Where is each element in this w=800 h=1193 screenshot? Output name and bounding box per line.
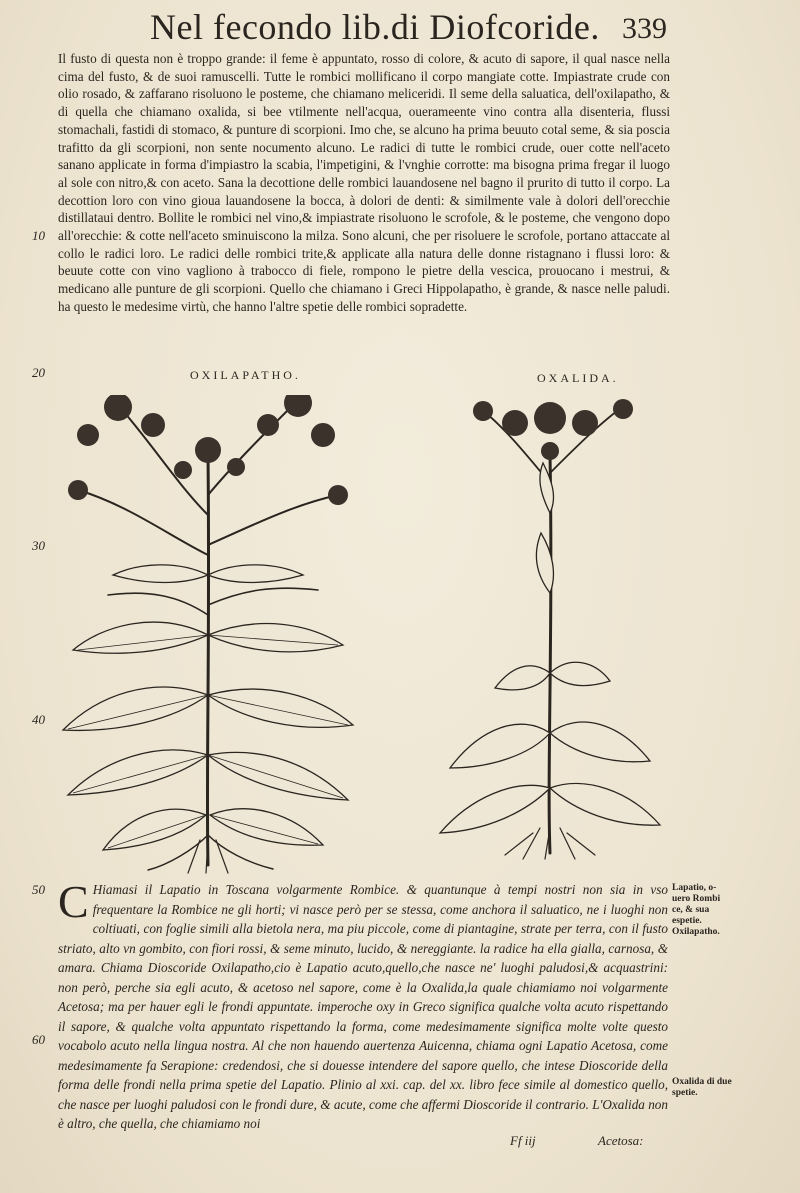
line-number-30: 30: [32, 538, 45, 553]
margin-note-oxalida: Oxalida di due spetie.: [672, 1077, 732, 1098]
line-number-40: 40: [32, 712, 45, 727]
commentary-text: Hiamasi il Lapatio in Toscana volgarmente Rombice. & quantunque à tempi nostri non sia in vso frequentare la Rombice ne gli horti; vi nasce però per se stessa, come anchora il saluatico, ne i luoghi non coltiuati, con foglie simili alla bietola nera, ma piu piccole, come di piantagine, strate per terra, con il fusto striato, alto vn gombito, con fiori rossi, & seme minuto, lucido, & nereggiante. la radice ha ella gialla, carnosa, & amara. Chiama Dioscoride Oxilapatho,cio è Lapatio acuto,quello,che nasce ne' luoghi paludosi,& acquastrini: non però, perche sia egli acuto, & acetoso nel sapore, come è la Oxalida,la quale chiamiamo noi volgarmente Acetosa; ma per hauer egli le frondi appuntate. imperoche oxy in Greco significa qualche volta acuto rispettando il sapore, & qualche volta appuntato rispettando la forma, come medesimamente significa molte volte questo vocabolo acuto nella lingua nostra. Al che non hauendo auertenza Auicenna, chiama ogni Lapatio Acetosa, come medesimamente fa Serapione: credendosi, che si douesse intendere del sapore quello, che intese Dioscoride della forma delle frondi nella prima spetie del Lapatio. Plinio al xxi. cap. del xx. libro fece simile al domestico quello, che nasce per luoghi paludosi con le frondi dure, & acute, come che affermi Dioscoride il contrario. L'Oxalida non è altro, che quella, che chiamiamo noi: [58, 882, 668, 1131]
line-number-10: 10: [32, 228, 45, 243]
signature-mark: Ff iij: [510, 1133, 536, 1148]
figure-label-oxalida: OXALIDA.: [537, 371, 619, 385]
margin-note-lapatio: Lapatio, o-uero Rombi ce, & sua espetie. Oxilapatho.: [672, 883, 721, 937]
oxilapatho-woodcut: [58, 395, 358, 875]
oxalida-woodcut: [425, 393, 675, 863]
catchword: Acetosa:: [598, 1133, 644, 1148]
line-number-20: 20: [32, 365, 45, 380]
commentary-block: [58, 876, 668, 1134]
running-head: Nel fecondo lib.di Diofcoride.: [150, 7, 600, 47]
main-text-block: [58, 50, 670, 316]
line-number-50: 50: [32, 882, 45, 897]
page-number: 339: [622, 12, 667, 45]
drop-cap: C: [58, 876, 89, 927]
line-number-60: 60: [32, 1032, 45, 1047]
figure-label-oxilapatho: OXILAPATHO.: [190, 368, 301, 382]
main-text: Il fusto di questa non è troppo grande: il feme è appuntato, rosso di colore, & acuto di sapore, il qual nasce nella cima del fusto, & de suoi ramuscelli. Tutte le rombici mollificano il corpo mangiate cotte. Impiastrate crude con olio rosado, & zaffarano risoluono le posteme, che chiamano meliceridi. Il seme della saluatica, dell'oxilapatho, & di quella che chiamano oxalida, si bee vtilmente nell'acqua, ouerameente vino contra alla disenteria, flussi stomachali, fastidi di stomaco, & punture di scorpioni. Imo che, se alcuno ha prima beuuto cotal seme, & sia poscia trafitto da gli scorpioni, non sente nocumento alcuno. Le radici di tutte le rombici crude, ouer cotte nell'aceto sanano applicate in forma d'impiastro la scabia, l'impetigini, & l'vnghie corrotte: ma bisogna prima fregar il luogo al sole con nitro,& con aceto. Sana la decottione delle rombici lauandosene nel bagno il prurito di tutto il corpo. La decottion loro con vino gioua lauandosene la bocca, à dolori de denti: & similmente vale à dolori dell'orecchie distillataui dentro. Bollite le rombici nel vino,& impiastrate risoluono le scrofole, & le posteme, che vengono dopo all'orecchie: & cotte nell'aceto sminuiscono la milza. Sono alcuni, che per risoluere le scrofole, portano attaccate al collo le radici loro. Le radici delle rombici trite,& applicate alla natura delle donne ristagnano i flussi loro: & beuute cotte con vino vagliono à trabocco di fiele, rompono le pietre della vescica, prouocano i mestrui, & medicano alle punture de gli scorpioni. Quello che chiamano i Greci Hippolapatho, è grande, & nasce nelle paludi. ha questo le medesime virtù, che hanno l'altre spetie delle rombici sopradette.: [58, 51, 670, 314]
